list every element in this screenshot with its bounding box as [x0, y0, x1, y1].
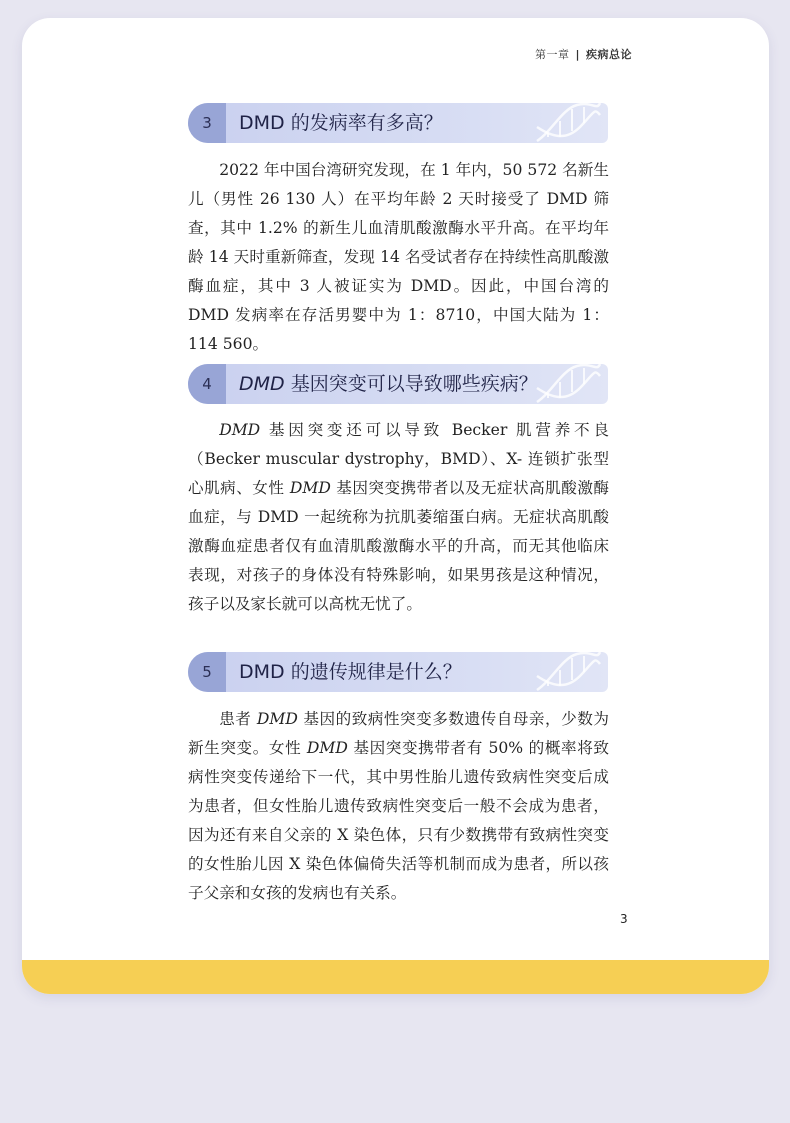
gene-name: DMD [219, 421, 261, 439]
paragraph-text: 基因突变携带者以及无症状高肌酸激酶血症，与 DMD 一起统称为抗肌萎缩蛋白病。无症状高肌酸激酶血症患者仅有血清肌酸激酶水平的升高，而无其他临床表现，对孩子的身体没有特殊影响，如果男孩是这种情况，孩子以及家长就可以高枕无忧了。 [188, 479, 609, 613]
section-number: 5 [188, 652, 226, 692]
paragraph-text: 患者 [219, 710, 257, 728]
dna-helix-icon [532, 101, 602, 145]
section-header-4 [188, 364, 608, 404]
section-title: DMD 的发病率有多高？ [239, 112, 443, 134]
paragraph-text: 基因的致病性突变多数遗传自母亲，少数为新生突变。女性 [188, 710, 609, 757]
running-head-separator: | [575, 48, 580, 61]
chapter-label: 第一章 [534, 48, 570, 61]
paragraph-4 [188, 416, 609, 619]
footer-band [22, 960, 769, 994]
section-number: 3 [188, 103, 226, 143]
section-title-gene: DMD [239, 373, 285, 395]
gene-name: DMD [306, 739, 348, 757]
gene-name: DMD [289, 479, 331, 497]
paragraph-text: 基因突变还可以导致 Becker 肌营养不良（Becker muscular dystrophy，BMD）、X- 连锁扩张型心肌病、女性 [188, 421, 609, 497]
paragraph-3: 2022 年中国台湾研究发现，在 1 年内，50 572 名新生儿（男性 26 130 人）在平均年龄 2 天时接受了 DMD 筛查，其中 1.2% 的新生儿血清肌酸激酶水平升高。在平均年龄 14 天时重新筛查，发现 14 名受试者存在持续性高肌酸激酶血症，其中 3 人被证实为 DMD。因此，中国台湾的 DMD 发病率在存活男婴中为 1：8710，中国大陆为 1：114 560。 [188, 161, 609, 353]
book-page [22, 18, 769, 994]
dna-helix-icon [532, 650, 602, 694]
paragraph-5 [188, 705, 609, 908]
section-label: 疾病总论 [586, 48, 632, 61]
paragraph-text: 基因突变携带者有 50% 的概率将致病性突变传递给下一代，其中男性胎儿遗传致病性突变后成为患者，但女性胎儿遗传致病性突变后一般不会成为患者，因为还有来自父亲的 X 染色体，只有少数携带有致病性突变的女性胎儿因 X 染色体偏倚失活等机制而成为患者，所以孩子父亲和女孩的发病也有关系。 [188, 739, 609, 902]
section-header-5 [188, 652, 608, 692]
section-header-3 [188, 103, 608, 143]
page-number: 3 [620, 912, 628, 926]
section-number: 4 [188, 364, 226, 404]
gene-name: DMD [256, 710, 298, 728]
section-title: DMD 的遗传规律是什么？ [239, 661, 462, 683]
dna-helix-icon [532, 362, 602, 406]
running-head [535, 46, 632, 62]
section-title-rest: 基因突变可以导致哪些疾病？ [284, 373, 538, 395]
section-title [239, 364, 538, 404]
